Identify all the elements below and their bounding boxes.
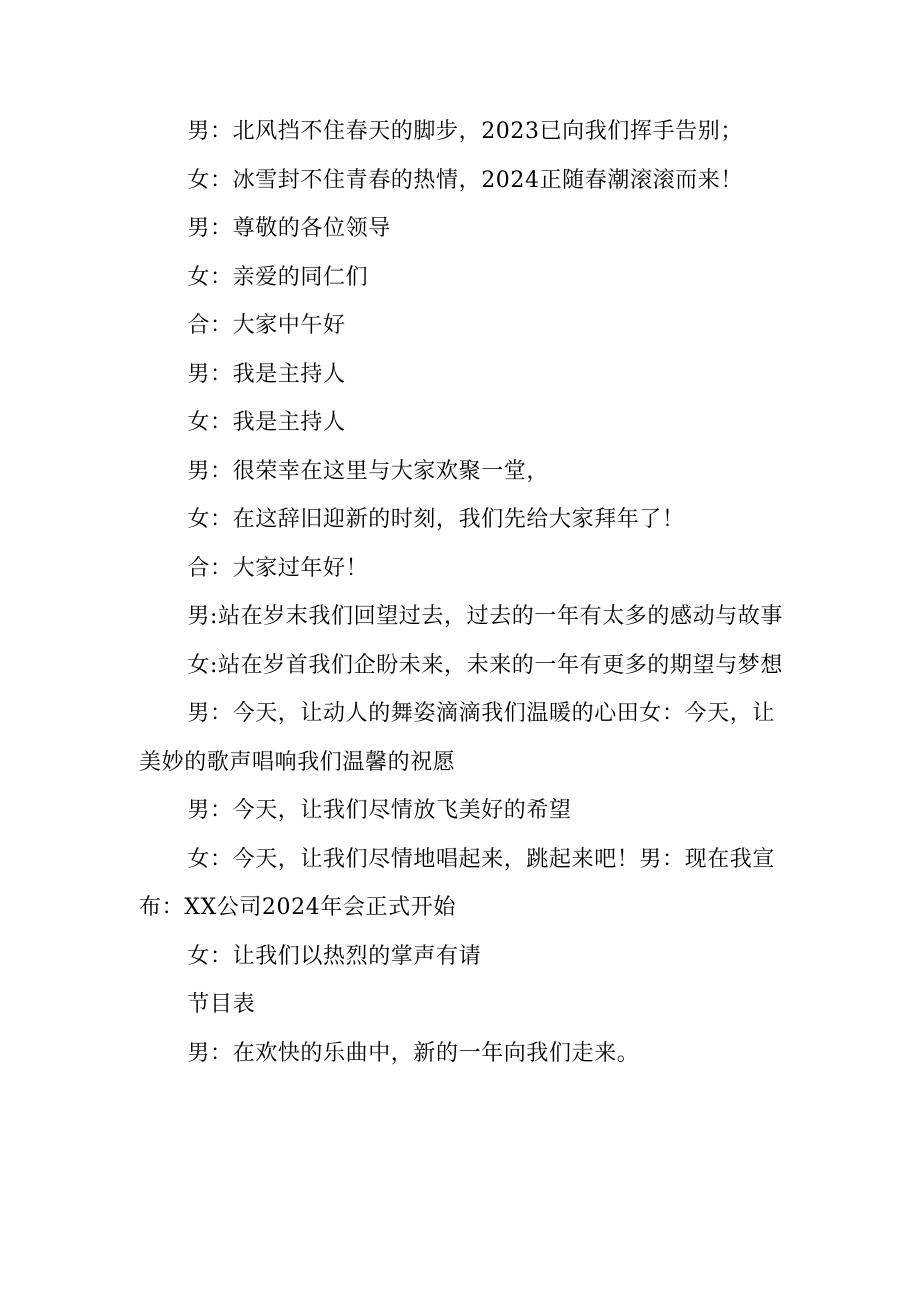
document-body	[139, 108, 785, 1078]
paragraph-4: 女：亲爱的同仁们	[187, 264, 369, 290]
paragraph-14: 男：今天，让我们尽情放飞美好的希望	[187, 798, 572, 823]
paragraph-12: 女:站在岁首我们企盼未来，未来的一年有更多的期望与梦想	[187, 652, 784, 678]
paragraph-15: 女：今天，让我们尽情地唱起来，跳起来吧！男：现在我宣布：XX公司2024年会正式开始	[139, 846, 775, 920]
paragraph-3: 男：尊敬的各位领导	[187, 216, 391, 241]
paragraph-11: 男:站在岁末我们回望过去，过去的一年有太多的感动与故事	[187, 604, 784, 629]
paragraph-16: 女：让我们以热烈的掌声有请	[187, 943, 482, 969]
paragraph-13: 男：今天，让动人的舞姿滴滴我们温暖的心田女：今天，让美妙的歌声唱响我们温馨的祝愿	[139, 701, 775, 775]
paragraph-9: 女：在这辞旧迎新的时刻，我们先给大家拜年了！	[187, 507, 685, 532]
paragraph-6: 男：我是主持人	[187, 361, 346, 387]
paragraph-2: 女：冰雪封不住青春的热情，2024正随春潮滚滚而来！	[187, 167, 743, 193]
paragraph-17: 节目表	[187, 992, 256, 1017]
paragraph-18: 男：在欢快的乐曲中，新的一年向我们走来。	[187, 1040, 640, 1066]
paragraph-7: 女：我是主持人	[187, 410, 346, 435]
paragraph-8: 男：很荣幸在这里与大家欢聚一堂，	[187, 458, 549, 484]
paragraph-1: 男：北风挡不住春天的脚步，2023已向我们挥手告别；	[187, 119, 743, 144]
paragraph-10: 合：大家过年好！	[187, 555, 369, 581]
paragraph-5: 合：大家中午好	[187, 313, 346, 338]
